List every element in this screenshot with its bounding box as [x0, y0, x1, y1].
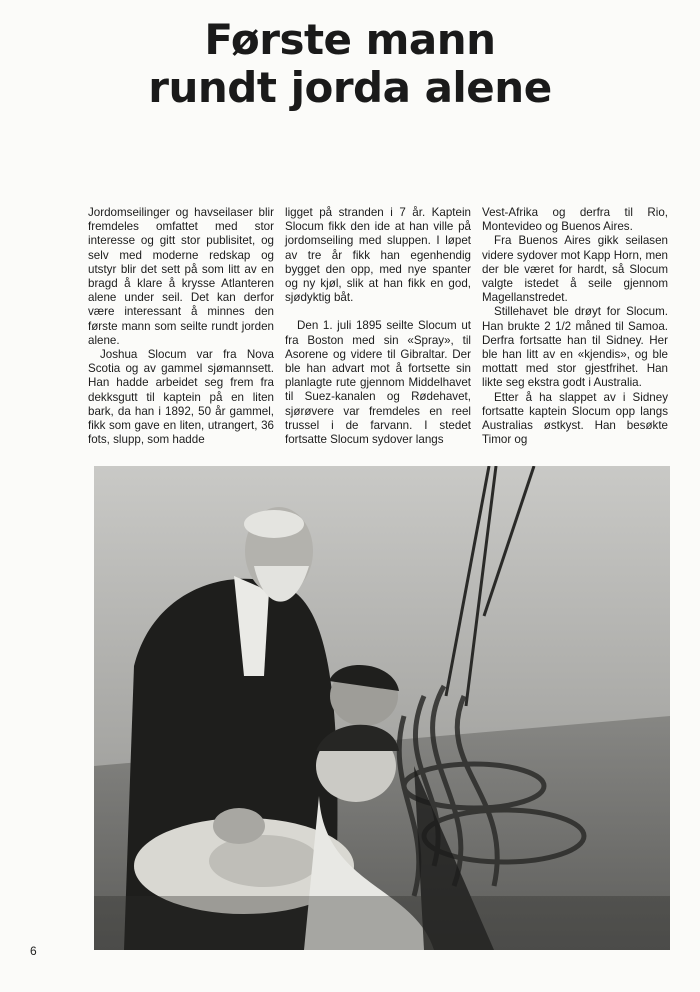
title-line-2: rundt jorda alene — [148, 63, 552, 112]
text-column-2 — [285, 206, 471, 458]
article-body — [88, 206, 668, 458]
text-column-1 — [88, 206, 274, 458]
title-line-1: Første mann — [204, 15, 496, 64]
paragraph: Den 1. juli 1895 seilte Slocum ut fra Boston med sin «Spray», til Asorene og videre til Gibraltar. Der ble han advart mot å fortsette sin planlagte rute gjennom Middelhavet til Suez-kanalen og Rødehavet, sjørøvere var fremdeles en reel trussel i de farvann. I stedet fortsatte Slocum sydover langs — [285, 319, 471, 447]
paragraph: ligget på stranden i 7 år. Kaptein Slocum fikk den ide at han ville på jordomseiling med sluppen. I løpet av tre år fikk han egenhendig bygget den opp, med nye spanter og ny kjøl, slik at han fikk en god, sjødyktig båt. — [285, 206, 471, 305]
paragraph: Etter å ha slappet av i Sidney fortsatte kaptein Slocum opp langs Australias østkyst. Han besøkte Timor og — [482, 390, 668, 447]
photo-illustration — [94, 466, 670, 950]
paragraph: Joshua Slocum var fra Nova Scotia og av gammel sjømannsett. Han hadde arbeidet seg frem fra dekksgutt til kaptein på en liten bark, da han i 1892, 50 år gammel, fikk som gave en liten, utrangert, 36 fots, slupp, som hadde — [88, 348, 274, 447]
paragraph: Stillehavet ble drøyt for Slocum. Han brukte 2 1/2 måned til Samoa. Derfra fortsatte han til Sidney. Her ble han litt av en «kjendis», og ble mottatt med stor gjestfrihet. Han likte seg ekstra godt i Australia. — [482, 305, 668, 390]
paragraph: Fra Buenos Aires gikk seilasen videre sydover mot Kapp Horn, men der ble været for hardt, så Slocum valgte istedet å seile gjennom Magellanstredet. — [482, 234, 668, 305]
page-number: 6 — [30, 944, 37, 958]
paragraph: Vest-Afrika og derfra til Rio, Montevideo og Buenos Aires. — [482, 206, 668, 234]
paragraph: Jordomseilinger og havseilaser blir fremdeles omfattet med stor interesse og gitt stor publisitet, og selv med moderne redskap og utstyr blir det sett på som litt av en bragd å klare å krysse Atlanteren alene under seil. Det kan derfor være interessant å minnes den første mann som seilte rundt jorden alene. — [88, 206, 274, 347]
text-column-3 — [482, 206, 668, 458]
article-title — [0, 16, 700, 112]
article-photo — [94, 466, 670, 950]
